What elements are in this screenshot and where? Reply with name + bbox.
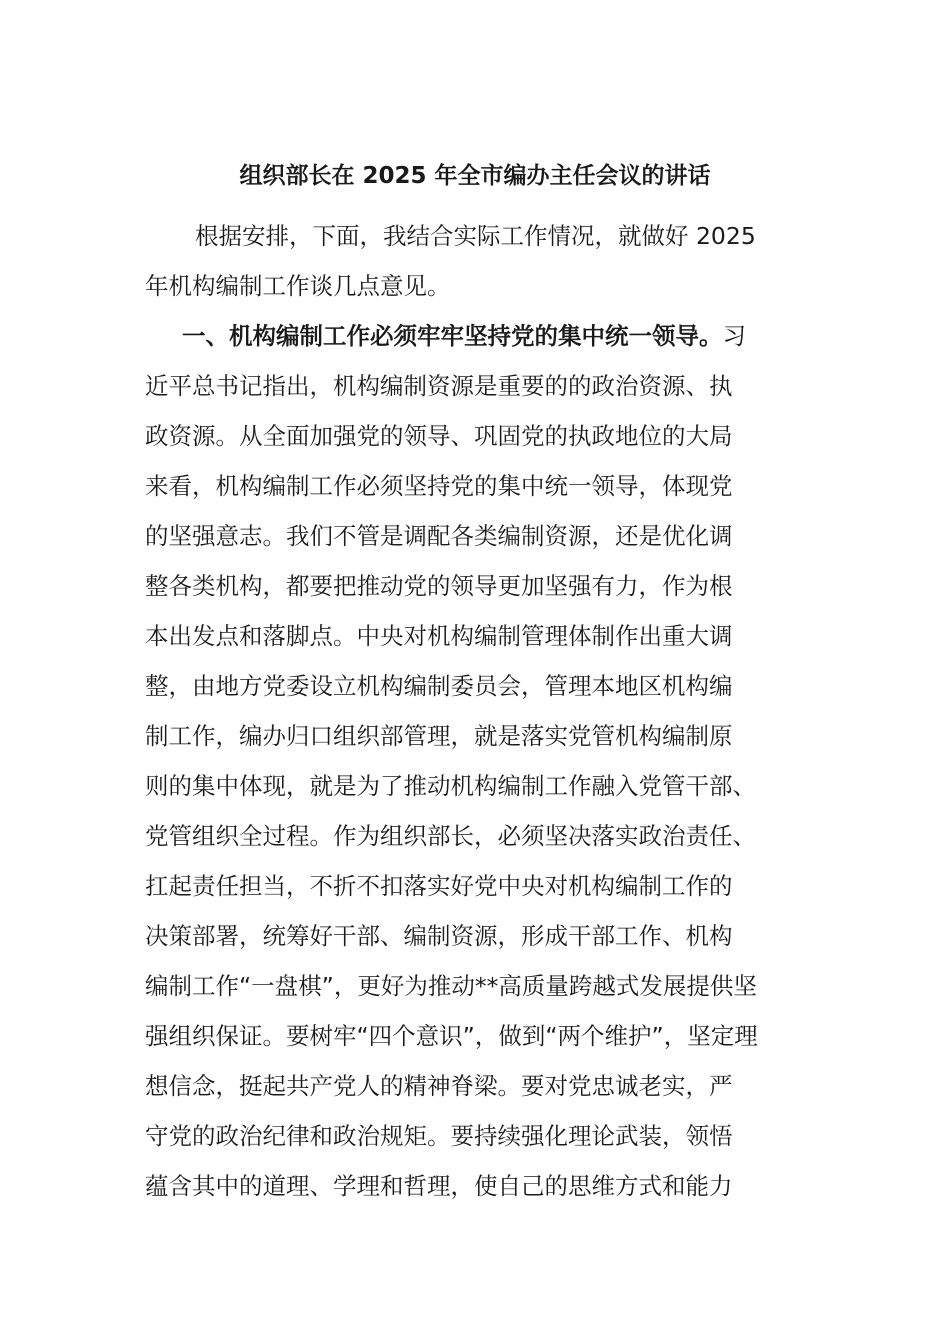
body-line: 本出发点和落脚点。中央对机构编制管理体制作出重大调 xyxy=(145,622,733,650)
body-line: 的坚强意志。我们不管是调配各类编制资源，还是优化调 xyxy=(145,522,733,550)
body-line: 强组织保证。要树牢“四个意识”，做到“两个维护”，坚定理 xyxy=(145,1022,758,1050)
body-line: 守党的政治纪律和政治规矩。要持续强化理论武装，领悟 xyxy=(145,1122,733,1150)
body-line: 整各类机构，都要把推动党的领导更加坚强有力，作为根 xyxy=(145,572,733,600)
body-line: 来看，机构编制工作必须坚持党的集中统一领导，体现党 xyxy=(145,472,733,500)
section-1-first-line xyxy=(182,319,746,353)
intro-line: 根据安排，下面，我结合实际工作情况，就做好 2025 xyxy=(195,222,756,250)
body-line: 制工作，编办归口组织部管理，就是落实党管机构编制原 xyxy=(145,722,733,750)
body-line: 蕴含其中的道理、学理和哲理，使自己的思维方式和能力 xyxy=(145,1172,733,1200)
body-line: 则的集中体现，就是为了推动机构编制工作融入党管干部、 xyxy=(145,772,756,800)
body-line: 决策部署，统筹好干部、编制资源，形成干部工作、机构 xyxy=(145,922,733,950)
section-1-first-line-tail: 习 xyxy=(722,322,746,350)
body-line: 整，由地方党委设立机构编制委员会，管理本地区机构编 xyxy=(145,672,733,700)
body-line: 想信念，挺起共产党人的精神脊梁。要对党忠诚老实，严 xyxy=(145,1072,733,1100)
document-title: 组织部长在 2025 年全市编办主任会议的讲话 xyxy=(239,163,711,189)
body-line: 党管组织全过程。作为组织部长，必须坚决落实政治责任、 xyxy=(145,822,756,850)
body-line: 编制工作“一盘棋”，更好为推动**高质量跨越式发展提供坚 xyxy=(145,972,757,1000)
section-1-heading: 一、机构编制工作必须牢牢坚持党的集中统一领导。 xyxy=(182,322,723,350)
body-line: 扛起责任担当，不折不扣落实好党中央对机构编制工作的 xyxy=(145,872,733,900)
intro-line: 年机构编制工作谈几点意见。 xyxy=(145,272,451,300)
body-line: 近平总书记指出，机构编制资源是重要的的政治资源、执 xyxy=(145,372,733,400)
body-line: 政资源。从全面加强党的领导、巩固党的执政地位的大局 xyxy=(145,422,733,450)
